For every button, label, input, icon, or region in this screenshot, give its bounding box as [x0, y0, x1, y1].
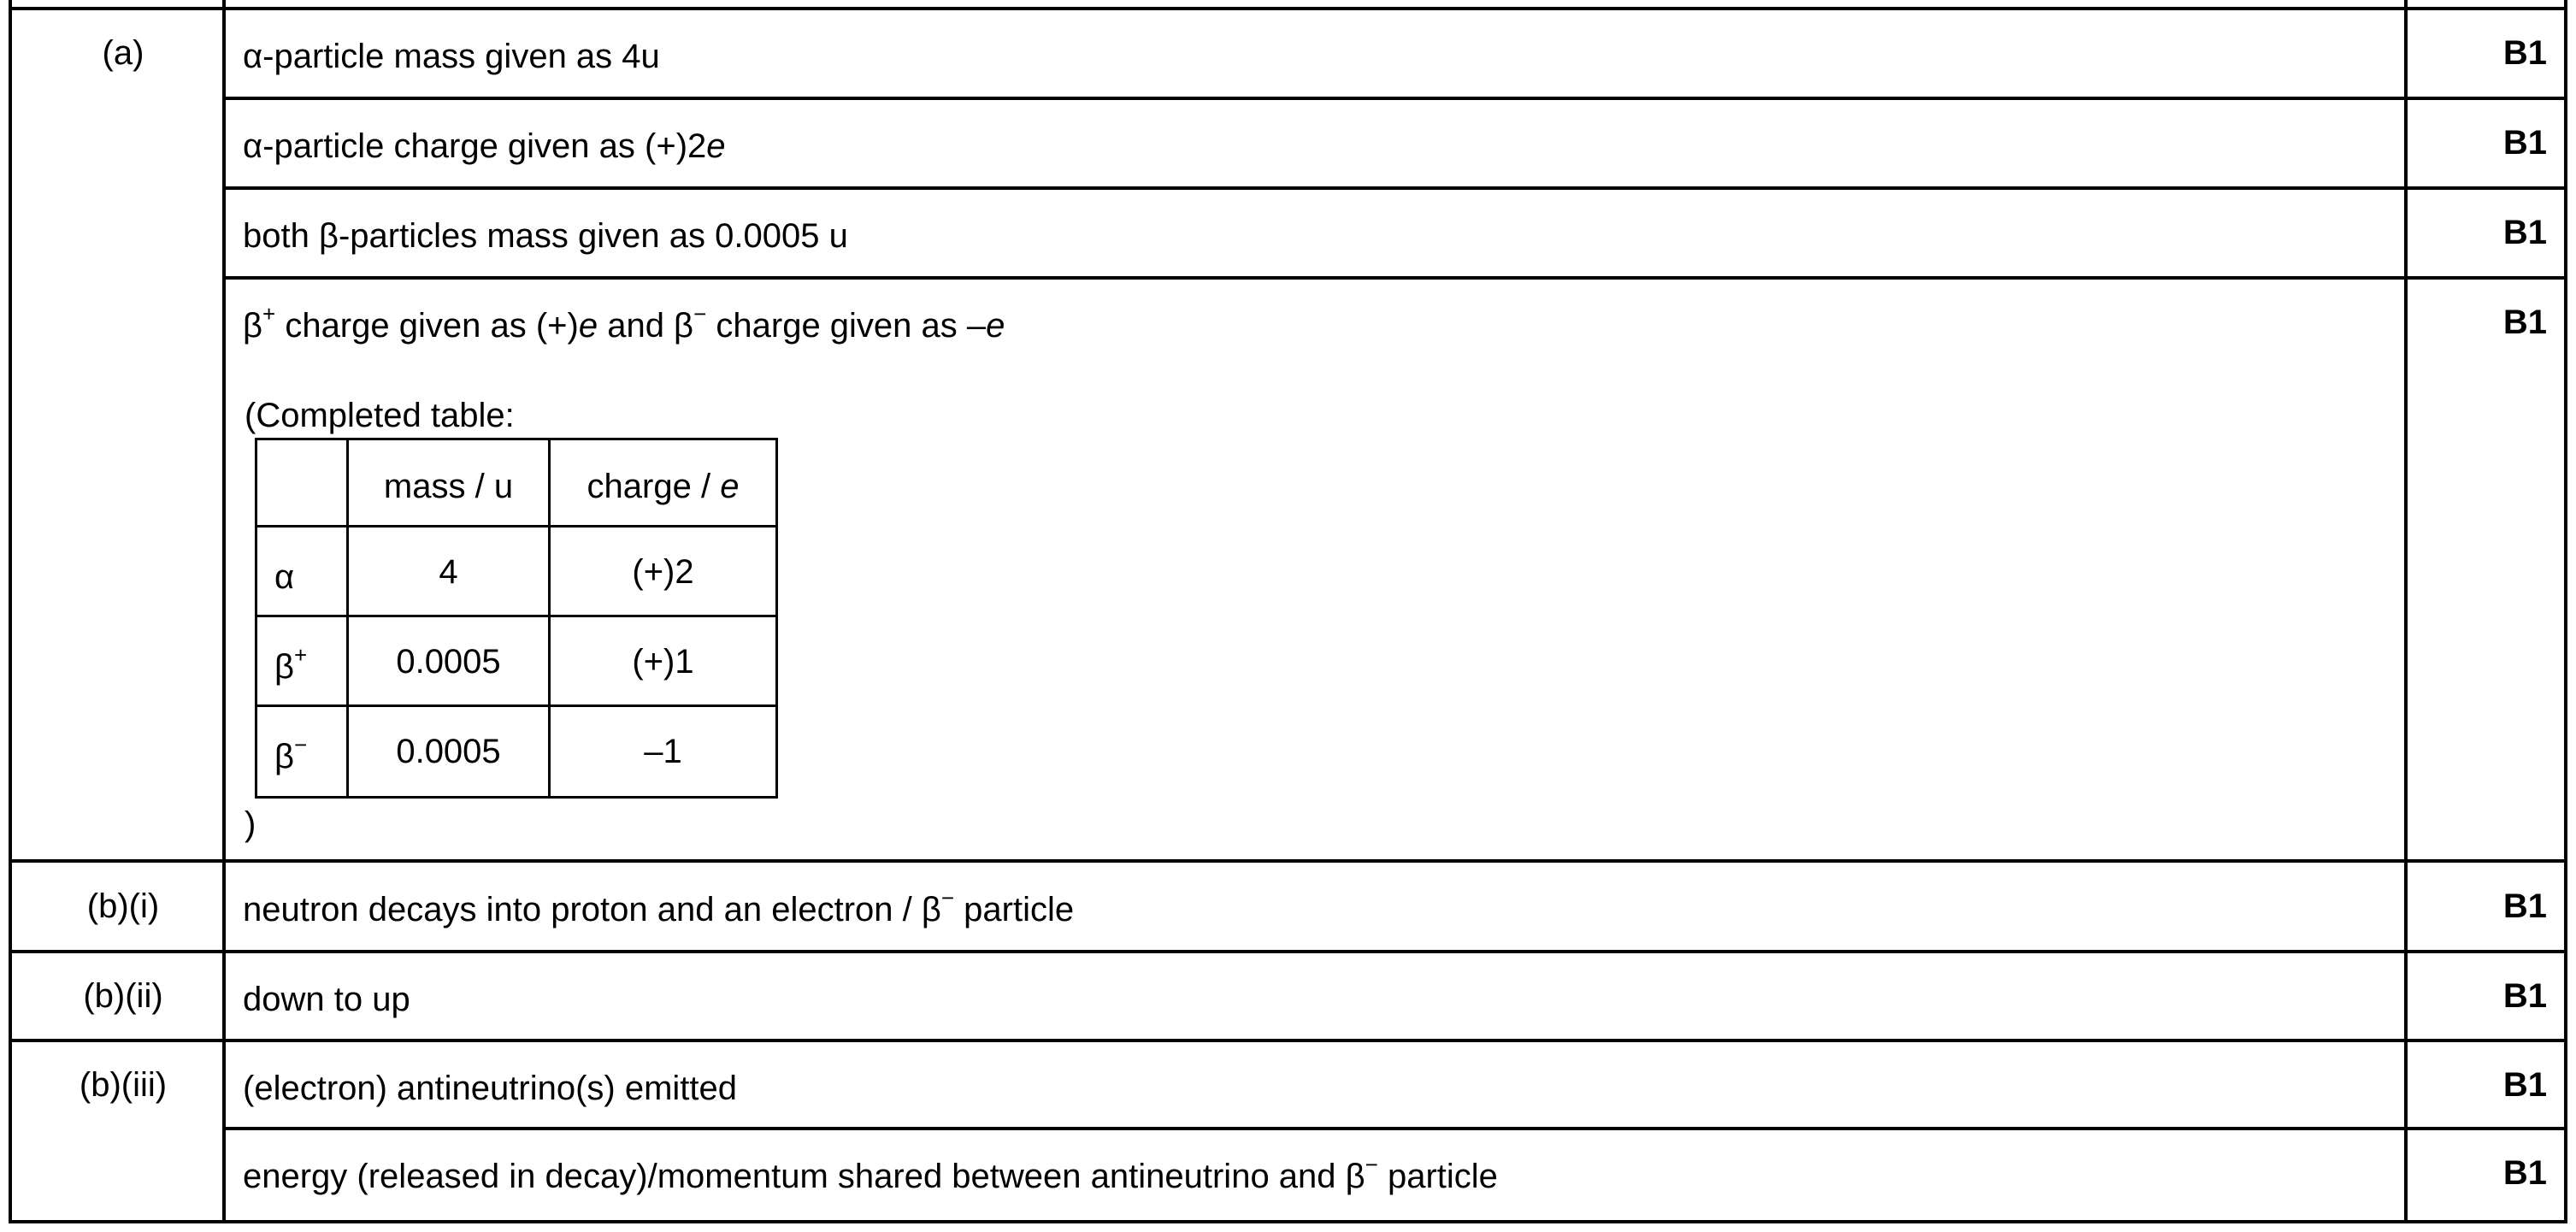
- row-divider: [222, 97, 2564, 100]
- mass-value: 0.0005: [396, 733, 501, 770]
- inner-row-divider: [257, 704, 775, 707]
- mark-b1: B1: [2502, 1066, 2547, 1104]
- answer-text: α-particle mass given as 4u: [243, 38, 660, 75]
- particle-alpha: α: [274, 558, 295, 596]
- mark-b1: B1: [2502, 214, 2547, 251]
- answer-text: neutron decays into proton and an electron / β− particle: [243, 884, 1075, 928]
- row-divider: [12, 7, 2564, 10]
- inner-row-divider: [257, 525, 775, 528]
- question-label-b-ii: (b)(ii): [83, 977, 163, 1015]
- mark-column-divider: [2404, 0, 2408, 1220]
- answer-text: down to up: [243, 981, 410, 1018]
- row-divider: [12, 859, 2564, 863]
- row-divider: [222, 1127, 2564, 1130]
- inner-row-divider: [257, 615, 775, 617]
- mass-value: 4: [439, 553, 458, 591]
- header-charge: charge / e: [587, 468, 740, 505]
- mark-b1: B1: [2502, 887, 2547, 925]
- answer-text: energy (released in decay)/momentum shared between antineutrino and β− particle: [243, 1151, 1498, 1195]
- row-divider: [12, 1039, 2564, 1042]
- answer-text: α-particle charge given as (+)2e: [243, 127, 726, 165]
- question-label-b-iii: (b)(iii): [79, 1066, 168, 1104]
- row-divider: [222, 186, 2564, 190]
- charge-value: (+)1: [632, 643, 694, 681]
- completed-table-close: ): [245, 805, 256, 843]
- mark-scheme-table: [9, 0, 2567, 1223]
- mark-b1: B1: [2502, 1154, 2547, 1192]
- question-label-a: (a): [102, 34, 144, 72]
- row-divider: [12, 950, 2564, 953]
- mark-b1: B1: [2502, 34, 2547, 72]
- mark-b1: B1: [2502, 304, 2547, 341]
- label-column-divider: [222, 0, 226, 1220]
- row-divider: [222, 276, 2564, 280]
- charge-value: (+)2: [632, 553, 694, 591]
- mark-b1: B1: [2502, 124, 2547, 162]
- mark-b1: B1: [2502, 977, 2547, 1015]
- mass-value: 0.0005: [396, 643, 501, 681]
- particle-beta-minus: β−: [274, 731, 308, 775]
- completed-table: [255, 438, 778, 799]
- completed-table-intro: (Completed table:: [245, 397, 515, 434]
- answer-text: (electron) antineutrino(s) emitted: [243, 1070, 738, 1107]
- charge-value: –1: [644, 733, 682, 770]
- header-mass: mass / u: [383, 468, 514, 505]
- answer-text: β+ charge given as (+)e and β− charge given as –e: [243, 300, 1005, 345]
- particle-beta-plus: β+: [274, 641, 308, 686]
- question-label-b-i: (b)(i): [86, 887, 160, 925]
- answer-text: both β-particles mass given as 0.0005 u: [243, 217, 848, 255]
